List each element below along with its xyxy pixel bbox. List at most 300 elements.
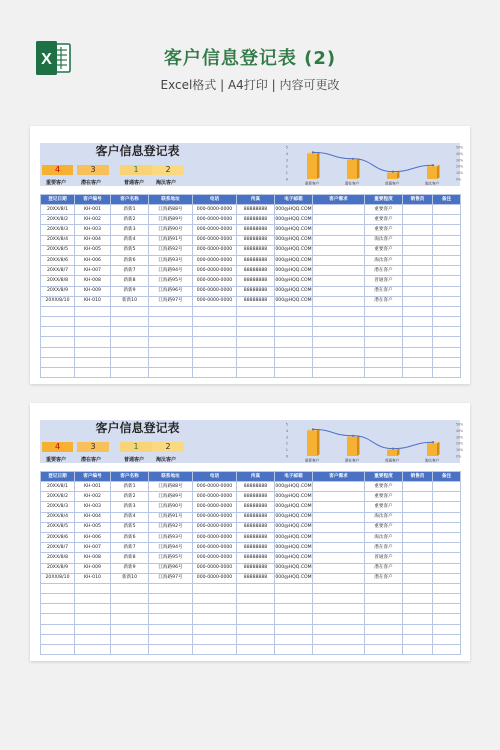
table-cell[interactable] (403, 276, 433, 286)
empty-cell[interactable] (403, 645, 433, 655)
table-cell[interactable]: 000@HQQ.COM (275, 543, 313, 553)
table-cell[interactable]: 000@HQQ.COM (275, 532, 313, 542)
empty-cell[interactable] (149, 306, 193, 316)
table-cell[interactable] (433, 255, 461, 265)
empty-cell[interactable] (149, 337, 193, 347)
table-cell[interactable]: KH-005 (75, 522, 111, 532)
table-cell[interactable]: 000@HQQ.COM (275, 215, 313, 225)
empty-cell[interactable] (237, 368, 275, 378)
table-cell[interactable]: 000-0000-0000 (193, 245, 237, 255)
table-cell[interactable] (433, 522, 461, 532)
table-cell[interactable] (403, 286, 433, 296)
table-cell[interactable]: 20XX/8/6 (41, 255, 75, 265)
column-header[interactable]: 备注 (433, 195, 461, 205)
table-cell[interactable]: 新新6 (111, 532, 149, 542)
table-cell[interactable]: 88888888 (237, 492, 275, 502)
empty-cell[interactable] (111, 327, 149, 337)
table-cell[interactable]: 江海路92号 (149, 522, 193, 532)
table-cell[interactable]: 000@HQQ.COM (275, 296, 313, 306)
table-cell[interactable]: 88888888 (237, 286, 275, 296)
table-cell[interactable]: 88888888 (237, 512, 275, 522)
empty-cell[interactable] (237, 604, 275, 614)
empty-cell[interactable] (275, 306, 313, 316)
empty-cell[interactable] (365, 645, 403, 655)
empty-cell[interactable] (433, 624, 461, 634)
table-cell[interactable]: 新新1 (111, 482, 149, 492)
table-cell[interactable]: 000-0000-0000 (193, 553, 237, 563)
table-cell[interactable]: 88888888 (237, 296, 275, 306)
table-cell[interactable] (403, 563, 433, 573)
empty-cell[interactable] (193, 594, 237, 604)
table-cell[interactable]: 88888888 (237, 205, 275, 215)
empty-cell[interactable] (313, 604, 365, 614)
table-cell[interactable]: 000@HQQ.COM (275, 482, 313, 492)
empty-cell[interactable] (41, 327, 75, 337)
table-cell[interactable]: KH-004 (75, 235, 111, 245)
empty-cell[interactable] (403, 594, 433, 604)
table-cell[interactable]: 潜在客户 (365, 573, 403, 583)
table-cell[interactable]: 000@HQQ.COM (275, 553, 313, 563)
empty-cell[interactable] (365, 357, 403, 367)
empty-cell[interactable] (275, 368, 313, 378)
empty-cell[interactable] (403, 306, 433, 316)
empty-cell[interactable] (111, 594, 149, 604)
table-cell[interactable]: 江海路95号 (149, 276, 193, 286)
table-cell[interactable] (313, 522, 365, 532)
table-cell[interactable]: 20XX/8/9 (41, 563, 75, 573)
empty-cell[interactable] (111, 634, 149, 644)
table-cell[interactable]: 潜在客户 (365, 286, 403, 296)
table-cell[interactable]: KH-001 (75, 205, 111, 215)
table-cell[interactable]: KH-002 (75, 492, 111, 502)
table-cell[interactable]: 20XX/8/2 (41, 492, 75, 502)
table-cell[interactable]: 000@HQQ.COM (275, 492, 313, 502)
empty-cell[interactable] (193, 624, 237, 634)
column-header[interactable]: 电子邮箱 (275, 195, 313, 205)
table-cell[interactable] (433, 502, 461, 512)
table-cell[interactable]: 新新3 (111, 502, 149, 512)
column-header[interactable]: 客户编号 (75, 472, 111, 482)
table-cell[interactable]: 潜在客户 (365, 543, 403, 553)
empty-cell[interactable] (111, 337, 149, 347)
table-cell[interactable]: 江海路96号 (149, 563, 193, 573)
table-cell[interactable] (313, 235, 365, 245)
table-cell[interactable]: 潜在客户 (365, 563, 403, 573)
empty-cell[interactable] (433, 337, 461, 347)
empty-cell[interactable] (275, 614, 313, 624)
empty-cell[interactable] (237, 357, 275, 367)
table-cell[interactable]: 重要客户 (365, 492, 403, 502)
empty-cell[interactable] (41, 317, 75, 327)
empty-cell[interactable] (403, 347, 433, 357)
table-cell[interactable]: 20XX/8/3 (41, 225, 75, 235)
table-cell[interactable]: 000@HQQ.COM (275, 502, 313, 512)
empty-cell[interactable] (433, 604, 461, 614)
empty-cell[interactable] (365, 583, 403, 593)
table-cell[interactable]: KH-007 (75, 543, 111, 553)
table-cell[interactable]: 潜在客户 (365, 266, 403, 276)
table-cell[interactable]: KH-007 (75, 266, 111, 276)
table-cell[interactable]: 88888888 (237, 276, 275, 286)
empty-cell[interactable] (403, 368, 433, 378)
table-cell[interactable] (313, 482, 365, 492)
table-cell[interactable] (313, 553, 365, 563)
table-cell[interactable] (313, 245, 365, 255)
empty-cell[interactable] (433, 634, 461, 644)
empty-cell[interactable] (403, 604, 433, 614)
table-cell[interactable]: 20XX/8/5 (41, 245, 75, 255)
table-cell[interactable]: 20XX/8/4 (41, 512, 75, 522)
table-cell[interactable]: 江海路90号 (149, 225, 193, 235)
table-cell[interactable] (403, 266, 433, 276)
empty-cell[interactable] (403, 624, 433, 634)
table-cell[interactable]: 88888888 (237, 245, 275, 255)
table-cell[interactable]: 新新10 (111, 296, 149, 306)
empty-cell[interactable] (403, 317, 433, 327)
table-cell[interactable]: 20XX/8/1 (41, 482, 75, 492)
table-cell[interactable]: 新新5 (111, 522, 149, 532)
table-cell[interactable] (403, 522, 433, 532)
table-cell[interactable]: KH-008 (75, 553, 111, 563)
table-cell[interactable] (433, 543, 461, 553)
column-header[interactable]: 登记日期 (41, 195, 75, 205)
empty-cell[interactable] (111, 604, 149, 614)
table-cell[interactable] (313, 225, 365, 235)
table-cell[interactable]: 淘汰客户 (365, 512, 403, 522)
empty-cell[interactable] (237, 624, 275, 634)
table-cell[interactable]: KH-001 (75, 482, 111, 492)
empty-cell[interactable] (275, 337, 313, 347)
table-cell[interactable] (313, 205, 365, 215)
column-header[interactable]: 客户需求 (313, 472, 365, 482)
table-cell[interactable] (313, 573, 365, 583)
table-cell[interactable]: 江海路88号 (149, 482, 193, 492)
empty-cell[interactable] (75, 368, 111, 378)
empty-cell[interactable] (41, 624, 75, 634)
empty-cell[interactable] (149, 634, 193, 644)
table-cell[interactable]: 新新8 (111, 553, 149, 563)
empty-cell[interactable] (193, 645, 237, 655)
table-cell[interactable] (433, 563, 461, 573)
table-cell[interactable]: 000-0000-0000 (193, 563, 237, 573)
empty-cell[interactable] (313, 368, 365, 378)
empty-cell[interactable] (433, 645, 461, 655)
table-cell[interactable] (403, 235, 433, 245)
empty-cell[interactable] (365, 327, 403, 337)
column-header[interactable]: 销售员 (403, 195, 433, 205)
table-cell[interactable]: 新新2 (111, 215, 149, 225)
empty-cell[interactable] (237, 306, 275, 316)
empty-cell[interactable] (365, 624, 403, 634)
table-cell[interactable]: 88888888 (237, 532, 275, 542)
table-cell[interactable]: 江海路91号 (149, 512, 193, 522)
empty-cell[interactable] (237, 594, 275, 604)
table-cell[interactable]: 20XX/8/7 (41, 266, 75, 276)
empty-cell[interactable] (403, 634, 433, 644)
empty-cell[interactable] (111, 317, 149, 327)
table-cell[interactable]: 新新7 (111, 543, 149, 553)
table-cell[interactable]: 000-0000-0000 (193, 502, 237, 512)
column-header[interactable]: 客户名称 (111, 195, 149, 205)
table-cell[interactable] (403, 502, 433, 512)
empty-cell[interactable] (313, 614, 365, 624)
table-cell[interactable]: 新新7 (111, 266, 149, 276)
table-cell[interactable]: 000-0000-0000 (193, 276, 237, 286)
table-cell[interactable] (313, 255, 365, 265)
empty-cell[interactable] (275, 357, 313, 367)
table-cell[interactable] (433, 573, 461, 583)
table-cell[interactable] (433, 296, 461, 306)
table-cell[interactable]: 江海路88号 (149, 205, 193, 215)
table-cell[interactable]: 000-0000-0000 (193, 255, 237, 265)
table-cell[interactable]: KH-009 (75, 286, 111, 296)
empty-cell[interactable] (41, 337, 75, 347)
empty-cell[interactable] (275, 624, 313, 634)
table-cell[interactable]: 000-0000-0000 (193, 235, 237, 245)
table-cell[interactable]: 江海路93号 (149, 532, 193, 542)
table-cell[interactable] (403, 532, 433, 542)
table-cell[interactable]: 88888888 (237, 235, 275, 245)
table-cell[interactable] (433, 205, 461, 215)
table-cell[interactable]: 淘汰客户 (365, 235, 403, 245)
empty-cell[interactable] (433, 317, 461, 327)
table-cell[interactable]: 江海路90号 (149, 502, 193, 512)
table-cell[interactable]: KH-004 (75, 512, 111, 522)
empty-cell[interactable] (111, 645, 149, 655)
table-cell[interactable]: 88888888 (237, 215, 275, 225)
table-cell[interactable]: KH-010 (75, 573, 111, 583)
empty-cell[interactable] (433, 306, 461, 316)
empty-cell[interactable] (313, 645, 365, 655)
empty-cell[interactable] (149, 317, 193, 327)
empty-cell[interactable] (313, 594, 365, 604)
empty-cell[interactable] (111, 306, 149, 316)
empty-cell[interactable] (193, 306, 237, 316)
empty-cell[interactable] (237, 645, 275, 655)
table-cell[interactable]: 江海路95号 (149, 553, 193, 563)
empty-cell[interactable] (275, 645, 313, 655)
table-cell[interactable]: 000@HQQ.COM (275, 573, 313, 583)
table-cell[interactable]: 000@HQQ.COM (275, 266, 313, 276)
empty-cell[interactable] (365, 347, 403, 357)
table-cell[interactable]: 新新10 (111, 573, 149, 583)
table-cell[interactable] (313, 286, 365, 296)
table-cell[interactable] (403, 245, 433, 255)
empty-cell[interactable] (149, 645, 193, 655)
table-cell[interactable]: 88888888 (237, 266, 275, 276)
empty-cell[interactable] (149, 583, 193, 593)
empty-cell[interactable] (403, 337, 433, 347)
table-cell[interactable]: 江海路89号 (149, 215, 193, 225)
table-cell[interactable]: 江海路92号 (149, 245, 193, 255)
empty-cell[interactable] (75, 604, 111, 614)
table-cell[interactable] (313, 502, 365, 512)
column-header[interactable]: 电话 (193, 195, 237, 205)
table-cell[interactable] (313, 215, 365, 225)
empty-cell[interactable] (313, 624, 365, 634)
table-cell[interactable]: 88888888 (237, 502, 275, 512)
table-cell[interactable]: 000@HQQ.COM (275, 255, 313, 265)
table-cell[interactable] (433, 245, 461, 255)
table-cell[interactable]: 000@HQQ.COM (275, 205, 313, 215)
empty-cell[interactable] (193, 634, 237, 644)
table-cell[interactable] (403, 573, 433, 583)
empty-cell[interactable] (75, 306, 111, 316)
table-cell[interactable]: 000-0000-0000 (193, 512, 237, 522)
table-cell[interactable]: 20XX/8/10 (41, 573, 75, 583)
empty-cell[interactable] (75, 317, 111, 327)
empty-cell[interactable] (41, 306, 75, 316)
empty-cell[interactable] (313, 634, 365, 644)
table-cell[interactable]: 000@HQQ.COM (275, 225, 313, 235)
empty-cell[interactable] (75, 583, 111, 593)
empty-cell[interactable] (433, 357, 461, 367)
column-header[interactable]: 联系地址 (149, 472, 193, 482)
empty-cell[interactable] (75, 594, 111, 604)
table-cell[interactable]: 普通客户 (365, 276, 403, 286)
table-cell[interactable]: 江海路94号 (149, 266, 193, 276)
table-cell[interactable]: KH-006 (75, 255, 111, 265)
empty-cell[interactable] (313, 317, 365, 327)
empty-cell[interactable] (365, 317, 403, 327)
table-cell[interactable] (433, 532, 461, 542)
empty-cell[interactable] (237, 337, 275, 347)
empty-cell[interactable] (111, 357, 149, 367)
empty-cell[interactable] (193, 604, 237, 614)
table-cell[interactable] (403, 296, 433, 306)
table-cell[interactable]: 江海路94号 (149, 543, 193, 553)
column-header[interactable]: 电话 (193, 472, 237, 482)
table-cell[interactable]: 20XX/8/10 (41, 296, 75, 306)
table-cell[interactable]: 江海路96号 (149, 286, 193, 296)
empty-cell[interactable] (149, 347, 193, 357)
empty-cell[interactable] (75, 337, 111, 347)
table-cell[interactable]: 新新3 (111, 225, 149, 235)
empty-cell[interactable] (149, 357, 193, 367)
empty-cell[interactable] (237, 614, 275, 624)
table-cell[interactable] (313, 492, 365, 502)
table-cell[interactable]: 000-0000-0000 (193, 296, 237, 306)
empty-cell[interactable] (41, 594, 75, 604)
table-cell[interactable]: 重要客户 (365, 205, 403, 215)
table-cell[interactable]: KH-008 (75, 276, 111, 286)
table-cell[interactable] (403, 553, 433, 563)
table-cell[interactable]: 重要客户 (365, 215, 403, 225)
table-cell[interactable] (313, 276, 365, 286)
table-cell[interactable] (403, 543, 433, 553)
table-cell[interactable]: 000-0000-0000 (193, 482, 237, 492)
column-header[interactable]: 备注 (433, 472, 461, 482)
table-cell[interactable]: 000-0000-0000 (193, 522, 237, 532)
table-cell[interactable]: 淘汰客户 (365, 255, 403, 265)
table-cell[interactable]: 江海路97号 (149, 296, 193, 306)
empty-cell[interactable] (193, 327, 237, 337)
empty-cell[interactable] (365, 634, 403, 644)
column-header[interactable]: 电子邮箱 (275, 472, 313, 482)
empty-cell[interactable] (275, 634, 313, 644)
empty-cell[interactable] (365, 337, 403, 347)
empty-cell[interactable] (275, 347, 313, 357)
empty-cell[interactable] (41, 614, 75, 624)
table-cell[interactable] (403, 225, 433, 235)
table-cell[interactable]: 重要客户 (365, 502, 403, 512)
empty-cell[interactable] (237, 634, 275, 644)
column-header[interactable]: 联系地址 (149, 195, 193, 205)
table-cell[interactable] (433, 553, 461, 563)
empty-cell[interactable] (41, 645, 75, 655)
empty-cell[interactable] (193, 317, 237, 327)
empty-cell[interactable] (313, 306, 365, 316)
column-header[interactable]: 客户编号 (75, 195, 111, 205)
table-cell[interactable]: 20XX/8/8 (41, 553, 75, 563)
empty-cell[interactable] (275, 317, 313, 327)
empty-cell[interactable] (149, 368, 193, 378)
table-cell[interactable]: 重要客户 (365, 522, 403, 532)
table-cell[interactable]: 000-0000-0000 (193, 215, 237, 225)
table-cell[interactable]: 88888888 (237, 225, 275, 235)
table-cell[interactable]: 江海路93号 (149, 255, 193, 265)
empty-cell[interactable] (75, 624, 111, 634)
table-cell[interactable]: 000-0000-0000 (193, 532, 237, 542)
table-cell[interactable]: 20XX/8/7 (41, 543, 75, 553)
table-cell[interactable]: KH-009 (75, 563, 111, 573)
empty-cell[interactable] (433, 614, 461, 624)
empty-cell[interactable] (193, 368, 237, 378)
table-cell[interactable]: 000-0000-0000 (193, 205, 237, 215)
table-cell[interactable]: 88888888 (237, 573, 275, 583)
table-cell[interactable]: 江海路91号 (149, 235, 193, 245)
table-cell[interactable] (403, 205, 433, 215)
table-cell[interactable]: 000-0000-0000 (193, 286, 237, 296)
table-cell[interactable]: 000@HQQ.COM (275, 512, 313, 522)
table-cell[interactable] (433, 512, 461, 522)
column-header[interactable]: 登记日期 (41, 472, 75, 482)
empty-cell[interactable] (111, 614, 149, 624)
table-cell[interactable]: 新新8 (111, 276, 149, 286)
table-cell[interactable] (403, 492, 433, 502)
empty-cell[interactable] (193, 614, 237, 624)
table-cell[interactable]: KH-010 (75, 296, 111, 306)
table-cell[interactable]: KH-006 (75, 532, 111, 542)
empty-cell[interactable] (433, 594, 461, 604)
table-cell[interactable]: 88888888 (237, 482, 275, 492)
table-cell[interactable] (313, 266, 365, 276)
table-cell[interactable] (403, 215, 433, 225)
empty-cell[interactable] (433, 583, 461, 593)
empty-cell[interactable] (193, 583, 237, 593)
empty-cell[interactable] (313, 347, 365, 357)
empty-cell[interactable] (313, 327, 365, 337)
table-cell[interactable]: 000-0000-0000 (193, 492, 237, 502)
table-cell[interactable]: 88888888 (237, 543, 275, 553)
table-cell[interactable]: 000@HQQ.COM (275, 563, 313, 573)
table-cell[interactable]: 新新9 (111, 563, 149, 573)
empty-cell[interactable] (275, 594, 313, 604)
empty-cell[interactable] (149, 614, 193, 624)
table-cell[interactable] (403, 512, 433, 522)
table-cell[interactable]: 20XX/8/9 (41, 286, 75, 296)
empty-cell[interactable] (75, 327, 111, 337)
table-cell[interactable]: 88888888 (237, 255, 275, 265)
table-cell[interactable]: 江海路97号 (149, 573, 193, 583)
table-cell[interactable] (313, 543, 365, 553)
empty-cell[interactable] (193, 347, 237, 357)
empty-cell[interactable] (193, 357, 237, 367)
column-header[interactable]: 客户需求 (313, 195, 365, 205)
column-header[interactable]: 重要程度 (365, 195, 403, 205)
table-cell[interactable]: 普通客户 (365, 553, 403, 563)
table-cell[interactable]: 000@HQQ.COM (275, 245, 313, 255)
